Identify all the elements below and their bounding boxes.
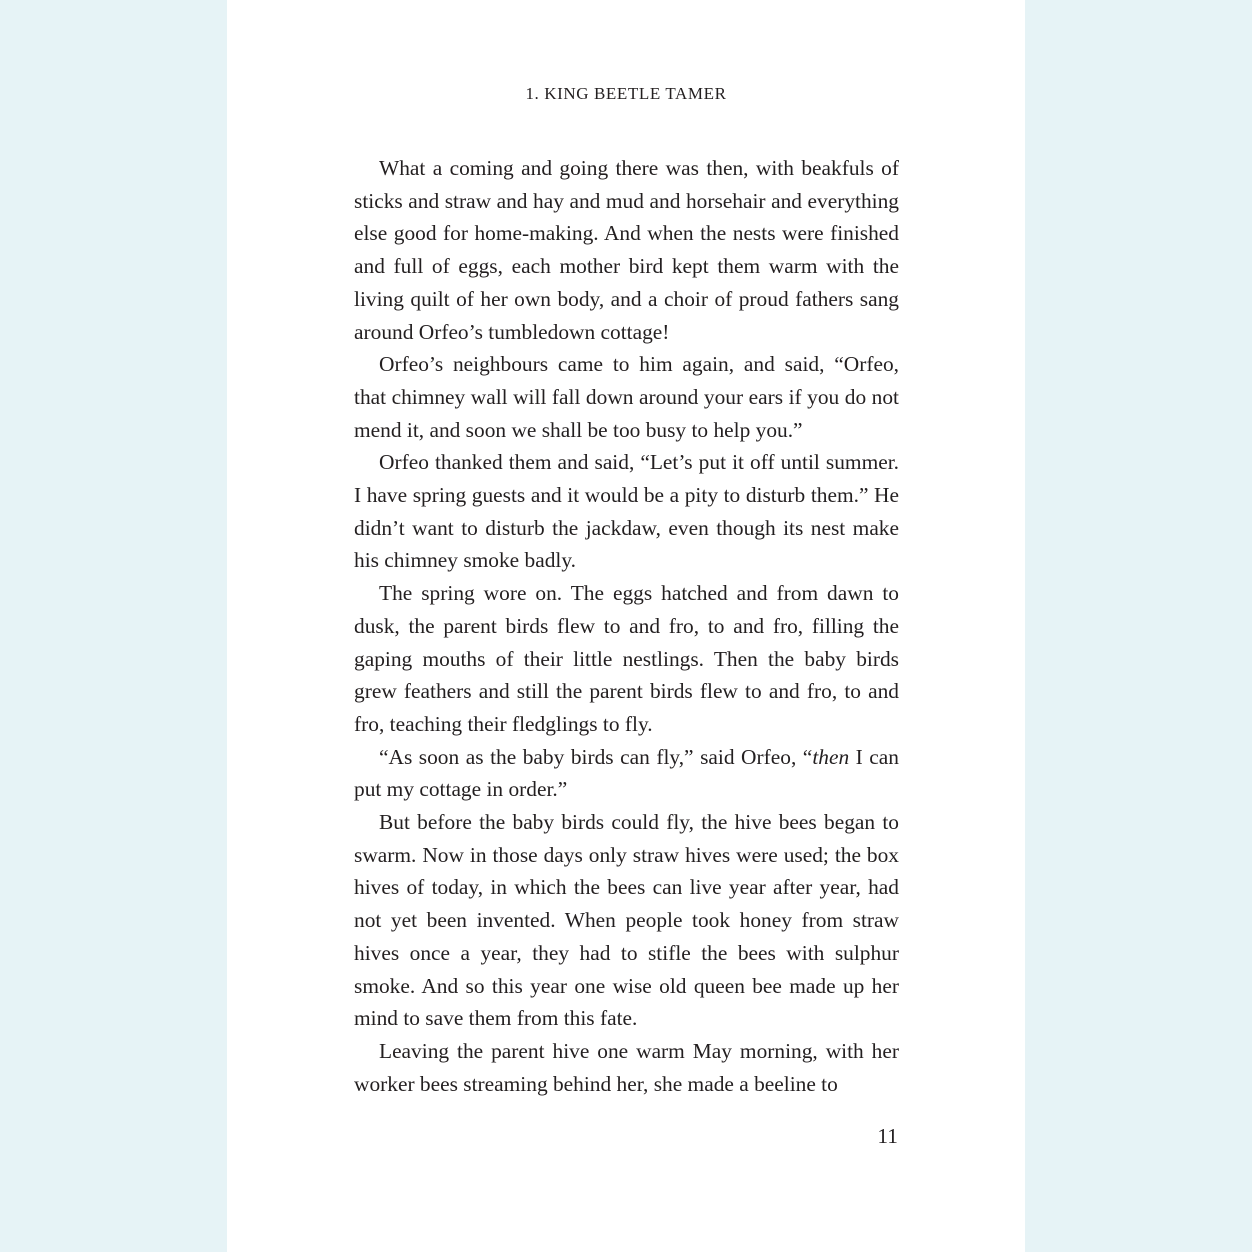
paragraph-text: I can put my cottage in order.”: [354, 744, 899, 802]
paragraph: Orfeo’s neighbours came to him again, and said, “Orfeo, that chimney wall will fall down around your ears if you do not mend it, and soon we shall be too busy to help you.”: [354, 352, 899, 442]
paragraph: Orfeo thanked them and said, “Let’s put it off until summer. I have spring guests and it would be a pity to disturb them.” He didn’t want to disturb the jackdaw, even though its nest make his chimney smoke badly.: [354, 450, 899, 573]
paragraph-text: “As soon as the baby birds can fly,” said Orfeo, “: [379, 744, 813, 769]
paragraph: But before the baby birds could fly, the hive bees began to swarm. Now in those days only straw hives were used; the box hives of today, in which the bees can live year after year, had not yet been invented. When people took honey from straw hives once a year, they had to stifle the bees with sulphur smoke. And so this year one wise old queen bee made up her mind to save them from this fate.: [354, 810, 899, 1031]
page-number: 11: [877, 1124, 898, 1148]
emphasis-text: then: [812, 744, 850, 769]
paragraph: [354, 741, 899, 806]
paragraph: Leaving the parent hive one warm May morning, with her worker bees streaming behind her, she made a beeline to: [354, 1038, 899, 1096]
body-text: [354, 152, 899, 1100]
running-head: 1. KING BEETLE TAMER: [525, 84, 727, 103]
paragraph: What a coming and going there was then, with beakfuls of sticks and straw and hay and mud and horsehair and everything else good for home-making. And when the nests were finished and full of eggs, each mother bird kept them warm with the living quilt of her own body, and a choir of proud fathers sang around Orfeo’s tumbledown cottage!: [354, 156, 899, 344]
book-page: [227, 0, 1025, 1252]
paragraph: The spring wore on. The eggs hatched and from dawn to dusk, the parent birds flew to and fro, to and fro, filling the gaping mouths of their little nestlings. Then the baby birds grew feathers and still the parent birds flew to and fro, to and fro, teaching their fledglings to fly.: [354, 581, 899, 736]
